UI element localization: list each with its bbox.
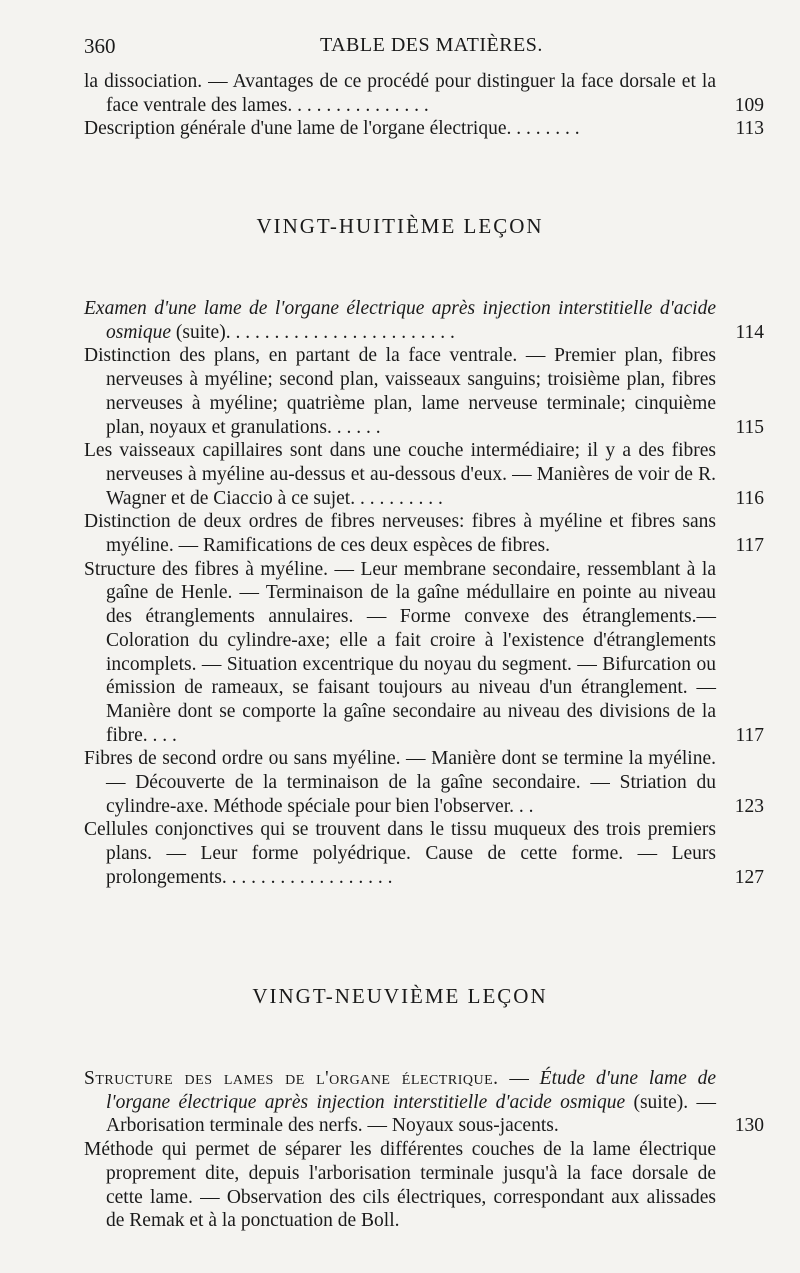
entry-page-ref: 115 bbox=[735, 416, 764, 438]
entry-page-ref: 117 bbox=[735, 724, 764, 746]
toc-entry bbox=[84, 297, 764, 344]
running-head bbox=[84, 34, 724, 62]
entry-text: (suite). — Arborisation terminale des nerfs. — Noyaux sous-jacents. bbox=[106, 1091, 716, 1137]
entry-page-ref: 117 bbox=[735, 535, 764, 557]
entry-text: la dissociation. — Avantages de ce procédé pour distinguer la face dorsale et la face ventrale des lames. . . . . . . . . . . . . . . bbox=[84, 71, 716, 116]
entry-page-ref: 130 bbox=[734, 1115, 764, 1137]
entry-text: Cellules conjonctives qui se trouvent dans le tissu muqueux des trois premiers plans. — Leur forme polyédrique. Cause de cette forme. — Leurs prolongements. . . . . . . . . . . . . . . . . . bbox=[84, 819, 716, 888]
entry-text: Méthode qui permet de séparer les différentes couches de la lame électrique proprement dite, depuis l'arborisation terminale jusqu'à la face dorsale de cette lame. — Observation des cils électriques, correspondant aux alissades de Remak et à la ponctuation de Boll. bbox=[84, 1139, 716, 1232]
lesson-heading: VINGT-NEUVIÈME LEÇON bbox=[252, 984, 548, 1008]
entry-text: (suite). . . . . . . . . . . . . . . . . . . . . . . . bbox=[171, 321, 455, 343]
entry-text: Structure des fibres à myéline. — Leur membrane secondaire, ressemblant à la gaîne de Henle. — Terminaison de la gaîne médullaire en pointe au niveau des étranglements annulaires. — Forme convexe des étranglements.— Coloration du cylindre-axe; elle a fait croire à l'existence d'étranglements incomplets. — Situation excentrique du noyau du segment. — Bifurcation ou émission de rameaux, se faisant toujours au niveau d'un étranglement. — Manière dont se comporte la gaîne secondaire au niveau des divisions de la fibre. . . . bbox=[84, 558, 716, 746]
toc-entry: Structure des lames de l'organe électrique. — Étude d'une lame de l'organe électrique après injection interstitielle d'acide osmique (suite). — Arborisation terminale des nerfs. — Noyaux sous-jacents. 130 bbox=[84, 1068, 764, 1137]
toc-entry bbox=[84, 117, 764, 141]
entry-page-ref: 127 bbox=[734, 866, 764, 888]
lesson-28-entries bbox=[84, 297, 764, 890]
page-number: 360 bbox=[84, 34, 116, 58]
toc-entry bbox=[84, 747, 764, 818]
toc-entry bbox=[84, 818, 764, 889]
toc-entry bbox=[84, 70, 764, 117]
entry-page-ref: 114 bbox=[735, 321, 764, 343]
previous-lesson-entries bbox=[84, 70, 764, 141]
toc-entry bbox=[84, 344, 764, 439]
toc-entry bbox=[84, 439, 764, 510]
lesson-heading: VINGT-HUITIÈME LEÇON bbox=[256, 214, 544, 238]
toc-entry bbox=[84, 510, 764, 557]
toc-entry bbox=[84, 1138, 716, 1233]
running-title: TABLE DES MATIÈRES. bbox=[320, 34, 543, 56]
lesson-29-entries bbox=[84, 1067, 764, 1233]
entry-page-ref: 116 bbox=[735, 487, 764, 509]
entry-page-ref: 113 bbox=[735, 118, 764, 140]
entry-text: Fibres de second ordre ou sans myéline. — Manière dont se termine la myéline. — Découverte de la terminaison de la gaîne secondaire. — Striation du cylindre-axe. Méthode spéciale pour bien l'observer. . . bbox=[84, 748, 716, 817]
entry-italic-title: Examen d'une lame de l'organe électrique après injection interstitielle d'acide osmique bbox=[84, 298, 716, 343]
entry-text: Distinction de deux ordres de fibres nerveuses: fibres à myéline et fibres sans myéline. — Ramifications de ces deux espèces de fibres. bbox=[84, 511, 716, 557]
entry-text: Les vaisseaux capillaires sont dans une couche intermédiaire; il y a des fibres nerveuses à myéline au-dessus et au-dessous d'eux. — Manières de voir de R. Wagner et de Ciaccio à ce sujet. . . . . . . . . . bbox=[84, 440, 716, 509]
entry-smallcaps-title: Structure des lames de l'organe électrique. bbox=[84, 1068, 499, 1089]
entry-text: Distinction des plans, en partant de la face ventrale. — Premier plan, fibres nerveuses à myéline; second plan, vaisseaux sanguins; troisième plan, fibres nerveuses à myéline; quatrième plan, lame nerveuse terminale; cinquième plan, noyaux et granulations. . . . . . bbox=[84, 345, 716, 438]
entry-italic-title: Étude d'une lame de l'organe électrique après injection interstitielle d'acide osmique bbox=[106, 1068, 716, 1113]
toc-entry bbox=[84, 558, 764, 748]
entry-page-ref: 123 bbox=[734, 795, 764, 817]
entry-page-ref: 109 bbox=[734, 94, 764, 116]
entry-text: Description générale d'une lame de l'organe électrique. . . . . . . . bbox=[84, 118, 580, 140]
